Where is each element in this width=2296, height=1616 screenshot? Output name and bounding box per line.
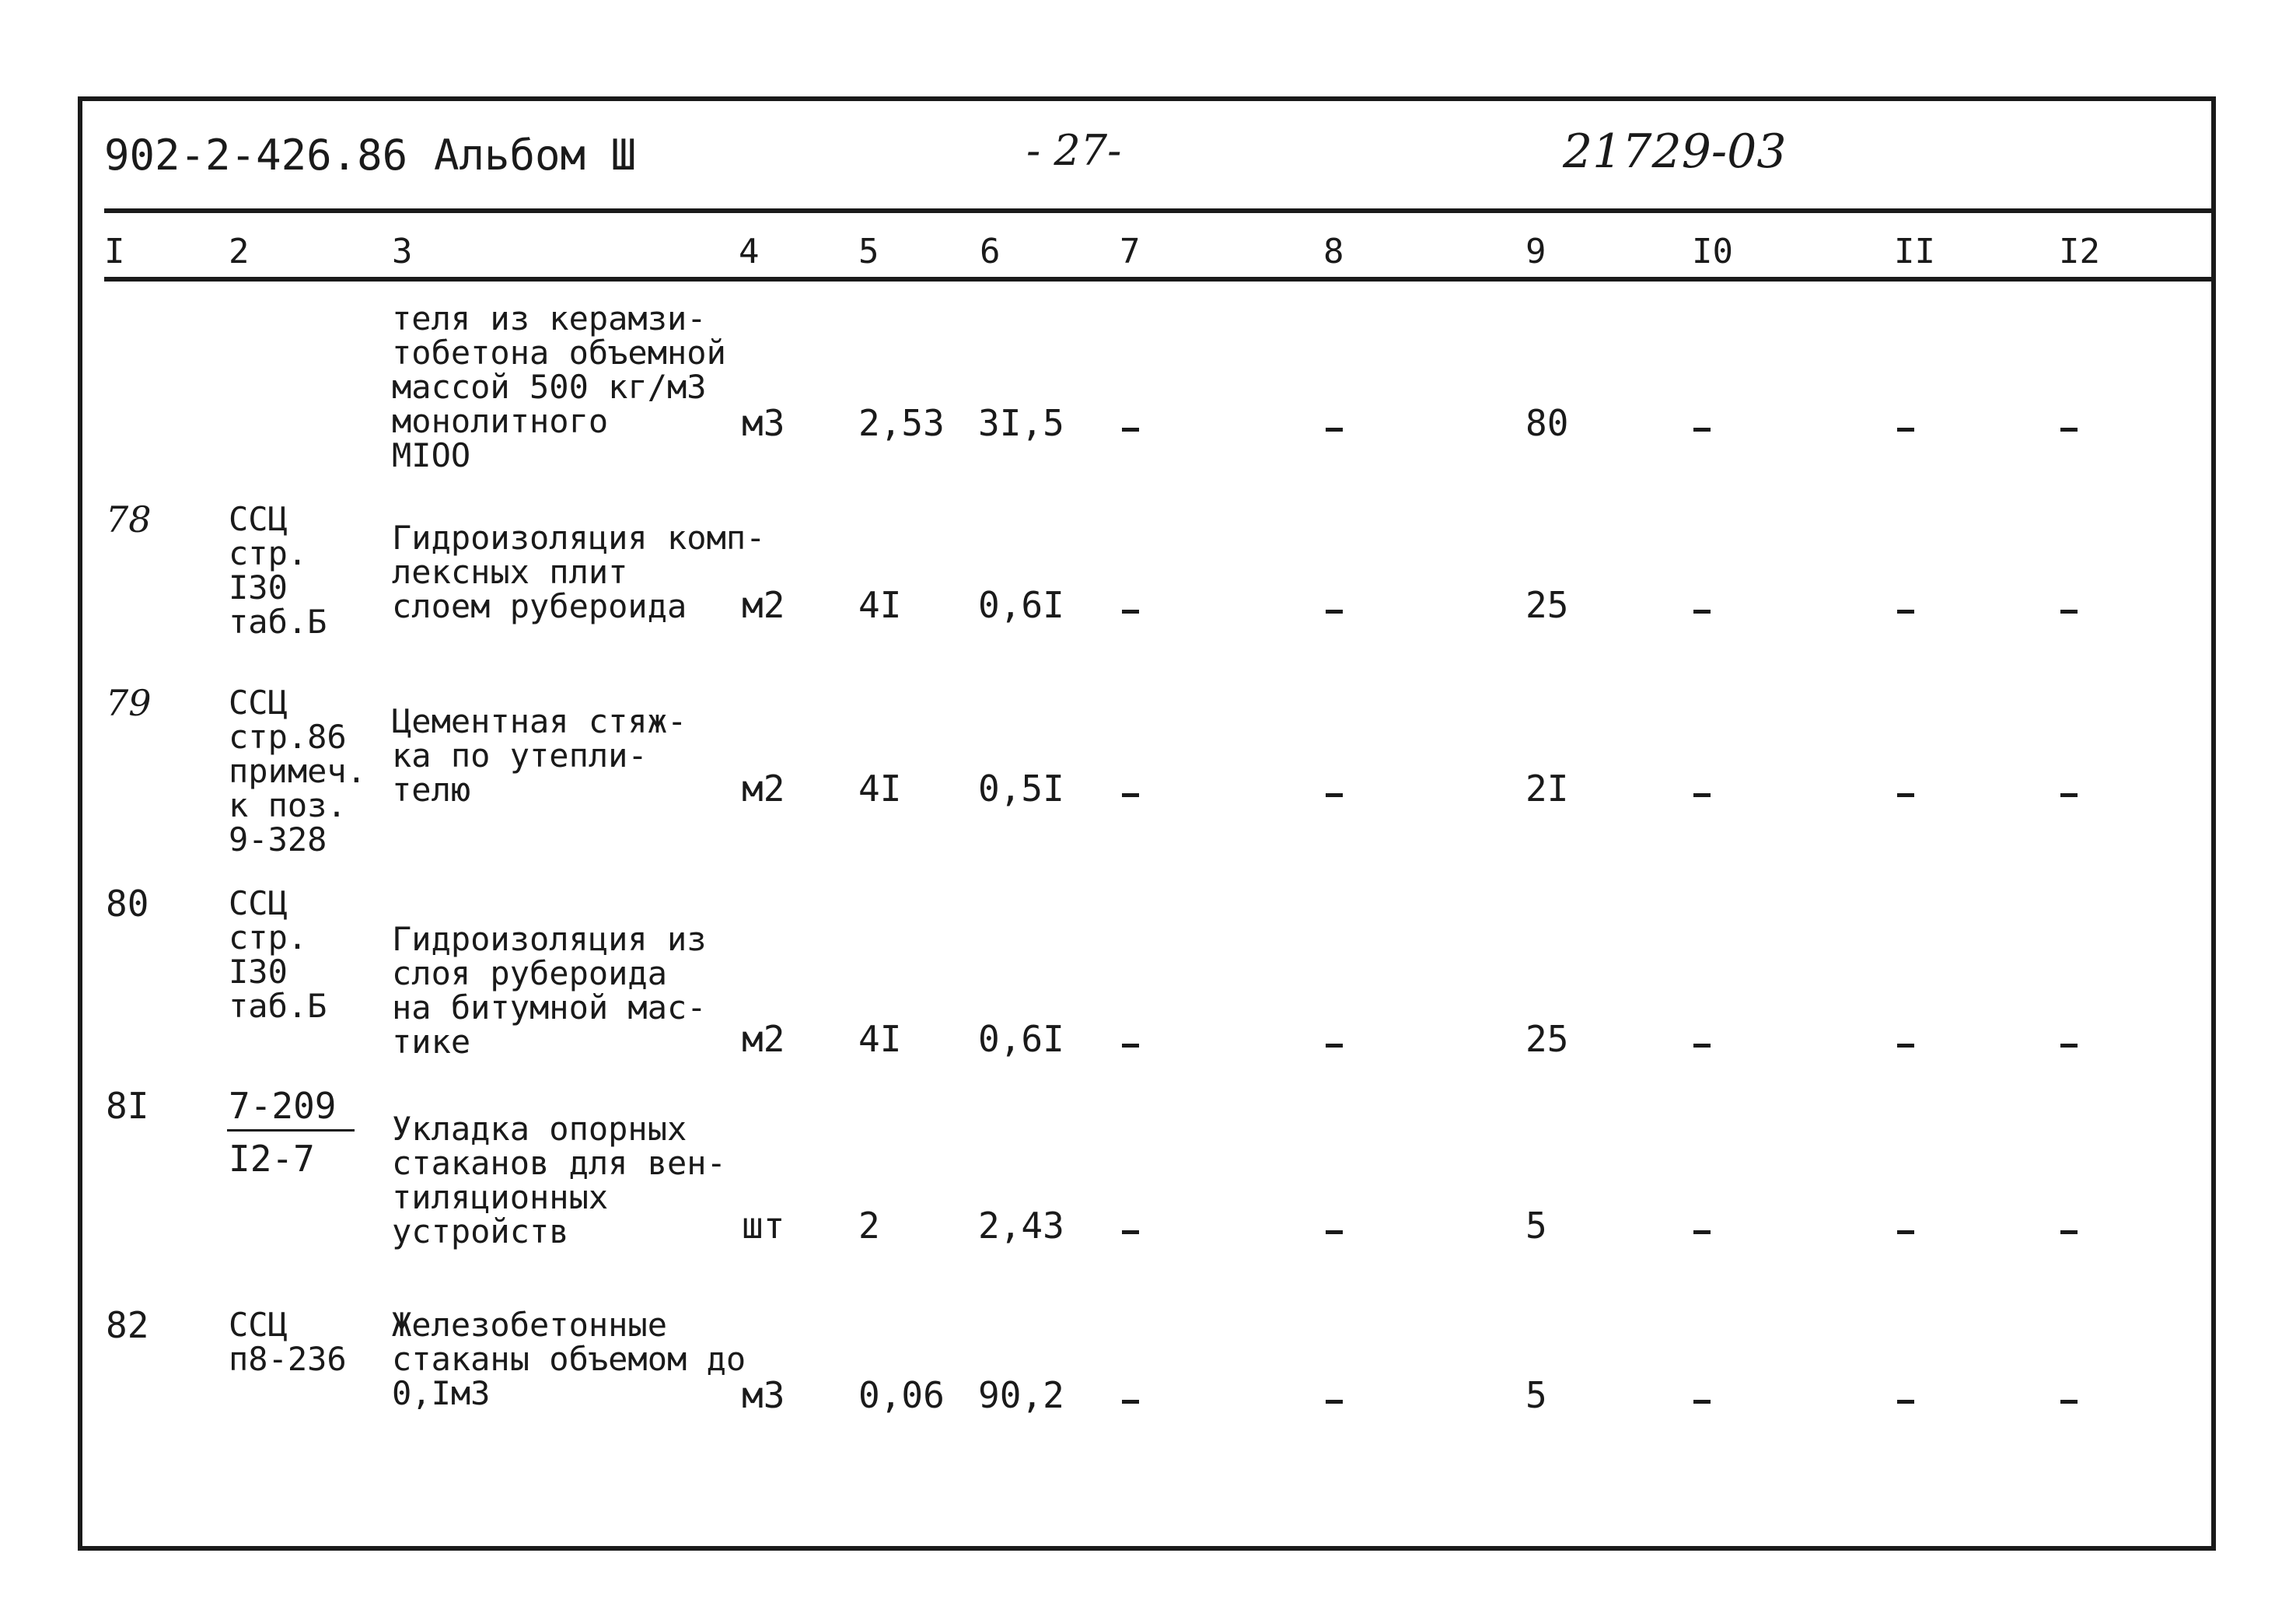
row-col10-dash bbox=[1693, 610, 1711, 614]
row-quantity: 4I bbox=[858, 584, 902, 626]
row-price: 0,5I bbox=[978, 768, 1064, 810]
row-reference: ССЦ стр.86 примеч. к поз. 9-328 bbox=[229, 684, 367, 859]
column-header-5: 5 bbox=[858, 232, 879, 271]
row-col12-dash bbox=[2060, 1400, 2078, 1404]
row-col12-dash bbox=[2060, 1044, 2078, 1048]
row-quantity: 4I bbox=[858, 768, 902, 810]
row-col10-dash bbox=[1693, 1044, 1711, 1048]
album-label: Альбом Ш bbox=[434, 131, 637, 180]
column-header-11: II bbox=[1894, 232, 1935, 271]
reference-fraction-line bbox=[227, 1129, 355, 1132]
row-col12-dash bbox=[2060, 793, 2078, 797]
row-number: 79 bbox=[106, 682, 152, 724]
row-reference-top: 7-209 bbox=[229, 1085, 337, 1127]
row-col9-value: 80 bbox=[1525, 402, 1569, 444]
row-col11-dash bbox=[1897, 1044, 1914, 1048]
row-col7-dash bbox=[1122, 610, 1139, 614]
row-unit: шт bbox=[742, 1205, 785, 1247]
row-col10-dash bbox=[1693, 428, 1711, 432]
row-reference: ССЦ стр. I30 таб.Б bbox=[229, 884, 327, 1025]
row-col11-dash bbox=[1897, 1230, 1914, 1234]
column-header-separator bbox=[104, 277, 2213, 282]
row-col9-value: 25 bbox=[1525, 1018, 1569, 1060]
row-col8-dash bbox=[1326, 793, 1343, 797]
document-number: 21729-03 bbox=[1563, 124, 1787, 179]
row-col12-dash bbox=[2060, 610, 2078, 614]
row-unit: м3 bbox=[742, 402, 785, 444]
column-header-2: 2 bbox=[229, 232, 250, 271]
row-price: 0,6I bbox=[978, 1018, 1064, 1060]
row-col12-dash bbox=[2060, 428, 2078, 432]
row-col9-value: 5 bbox=[1525, 1205, 1547, 1247]
row-reference-bottom: I2-7 bbox=[229, 1138, 315, 1180]
header-separator bbox=[104, 208, 2213, 213]
row-col7-dash bbox=[1122, 1400, 1139, 1404]
row-col7-dash bbox=[1122, 1044, 1139, 1048]
row-reference: ССЦ п8-236 bbox=[229, 1306, 347, 1378]
row-quantity: 2 bbox=[858, 1205, 880, 1247]
row-unit: м2 bbox=[742, 1018, 785, 1060]
row-price: 90,2 bbox=[978, 1374, 1064, 1416]
row-number: 80 bbox=[106, 883, 149, 925]
row-col10-dash bbox=[1693, 1400, 1711, 1404]
row-col8-dash bbox=[1326, 610, 1343, 614]
row-number: 82 bbox=[106, 1304, 149, 1346]
page-number: - 27- bbox=[1026, 126, 1122, 175]
column-header-10: I0 bbox=[1692, 232, 1733, 271]
row-description: Гидроизоляция из слоя рубероида на битумной мас- тике bbox=[392, 920, 707, 1061]
row-price: 2,43 bbox=[978, 1205, 1064, 1247]
row-col9-value: 25 bbox=[1525, 584, 1569, 626]
column-header-7: 7 bbox=[1120, 232, 1141, 271]
row-reference: ССЦ стр. I30 таб.Б bbox=[229, 500, 327, 641]
column-header-3: 3 bbox=[392, 232, 413, 271]
row-price: 3I,5 bbox=[978, 402, 1064, 444]
row-col10-dash bbox=[1693, 1230, 1711, 1234]
column-header-4: 4 bbox=[739, 232, 760, 271]
column-header-1: I bbox=[104, 232, 125, 271]
doc-code: 902-2-426.86 bbox=[104, 131, 408, 180]
row-col9-value: 5 bbox=[1525, 1374, 1547, 1416]
row-col7-dash bbox=[1122, 1230, 1139, 1234]
row-col11-dash bbox=[1897, 610, 1914, 614]
row-description: теля из керамзи- тобетона объемной массой 500 кг/м3 монолитного МIОО bbox=[392, 299, 726, 474]
row-quantity: 4I bbox=[858, 1018, 902, 1060]
row-unit: м2 bbox=[742, 584, 785, 626]
row-number: 78 bbox=[106, 498, 152, 540]
column-header-12: I2 bbox=[2059, 232, 2100, 271]
column-header-8: 8 bbox=[1323, 232, 1344, 271]
row-col8-dash bbox=[1326, 1044, 1343, 1048]
row-price: 0,6I bbox=[978, 584, 1064, 626]
row-col8-dash bbox=[1326, 1400, 1343, 1404]
row-description: Укладка опорных стаканов для вен- тиляционных устройств bbox=[392, 1110, 726, 1250]
row-description: Гидроизоляция комп- лексных плит слоем рубероида bbox=[392, 519, 766, 625]
row-col10-dash bbox=[1693, 793, 1711, 797]
row-col12-dash bbox=[2060, 1230, 2078, 1234]
row-unit: м3 bbox=[742, 1374, 785, 1416]
row-col9-value: 2I bbox=[1525, 768, 1569, 810]
row-col11-dash bbox=[1897, 793, 1914, 797]
row-number: 8I bbox=[106, 1085, 149, 1127]
row-quantity: 2,53 bbox=[858, 402, 945, 444]
row-quantity: 0,06 bbox=[858, 1374, 945, 1416]
column-header-6: 6 bbox=[980, 232, 1001, 271]
row-description: Цементная стяж- ка по утепли- телю bbox=[392, 702, 687, 809]
row-col11-dash bbox=[1897, 1400, 1914, 1404]
row-col7-dash bbox=[1122, 793, 1139, 797]
row-unit: м2 bbox=[742, 768, 785, 810]
row-col8-dash bbox=[1326, 428, 1343, 432]
row-description: Железобетонные стаканы объемом до 0,Iм3 bbox=[392, 1306, 746, 1412]
row-col7-dash bbox=[1122, 428, 1139, 432]
column-header-9: 9 bbox=[1525, 232, 1546, 271]
row-col11-dash bbox=[1897, 428, 1914, 432]
row-col8-dash bbox=[1326, 1230, 1343, 1234]
